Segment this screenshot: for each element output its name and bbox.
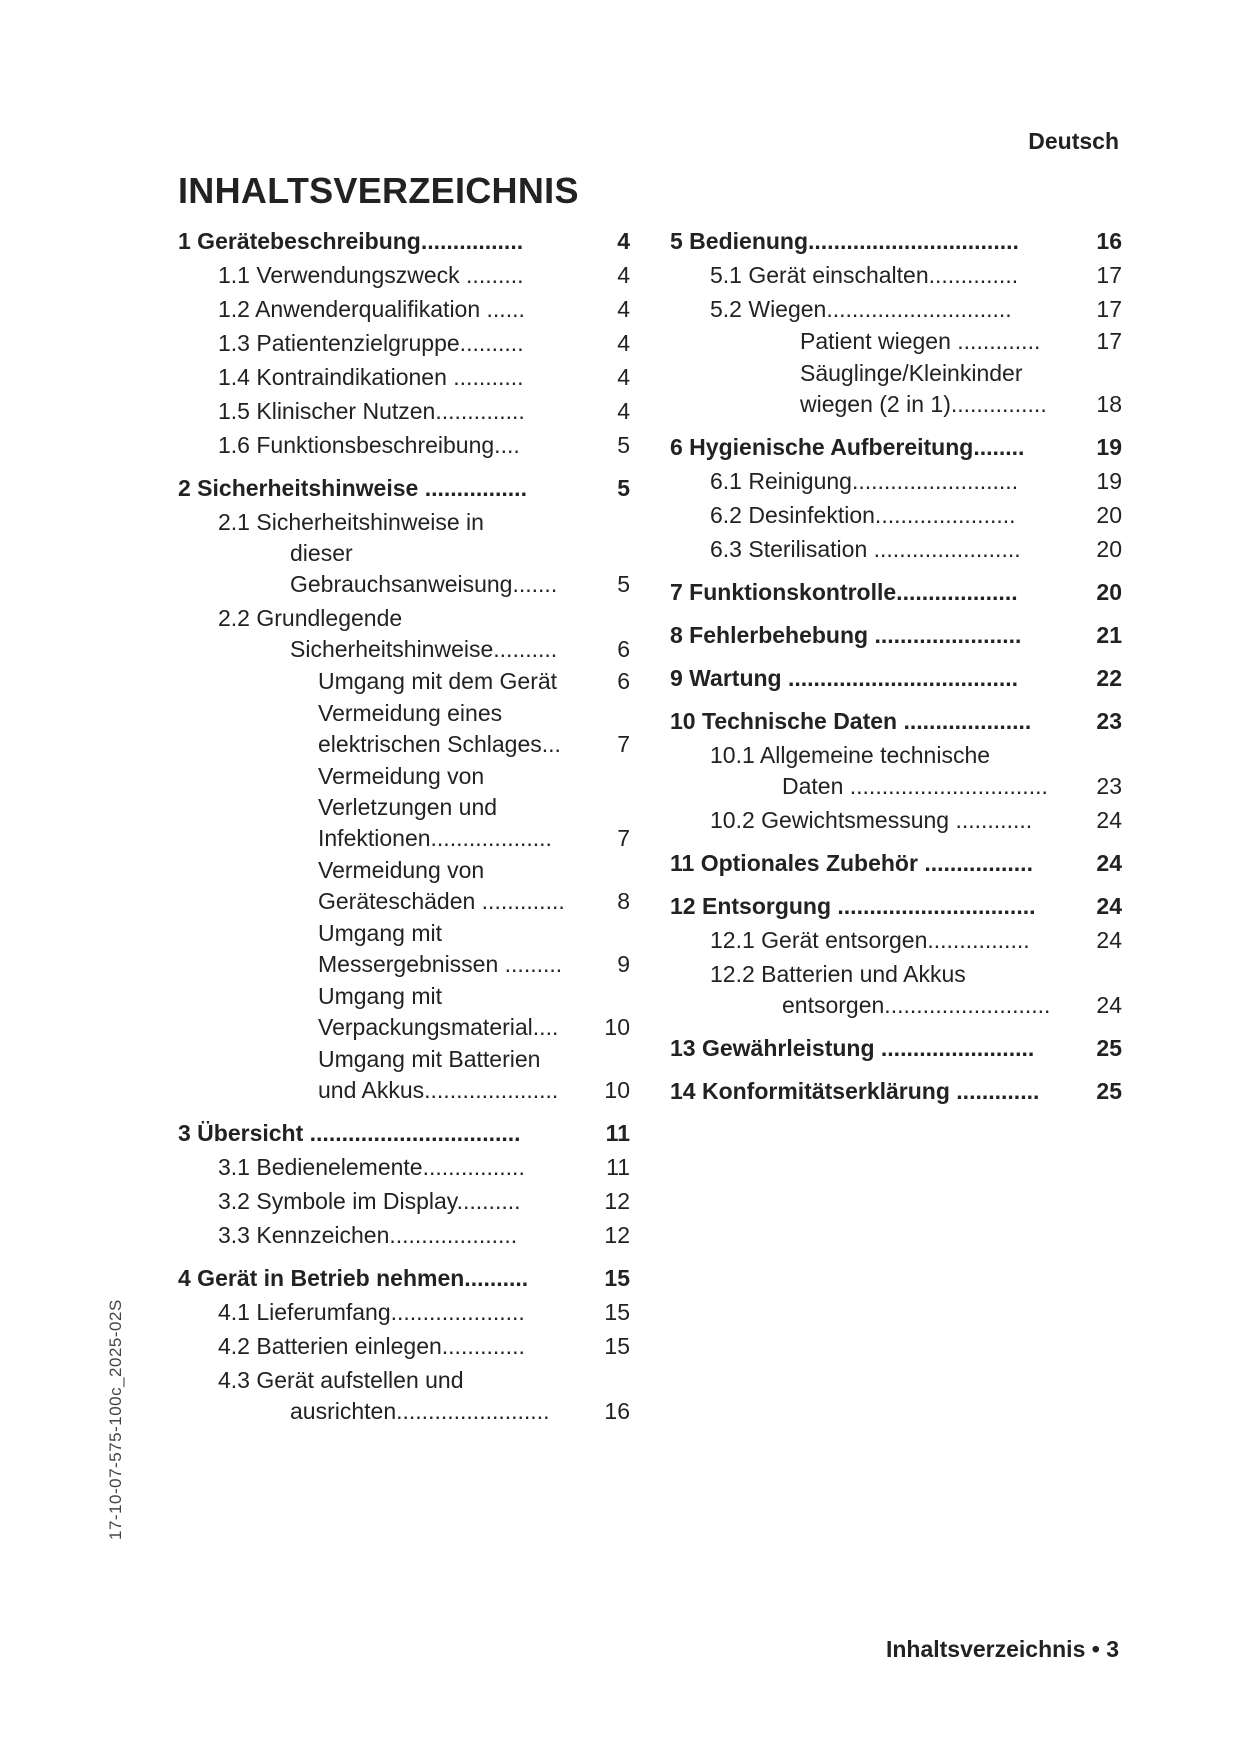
toc-entry[interactable] [670,663,1122,694]
toc-entry-page: 7 [617,825,630,851]
toc-entry-page: 21 [1096,622,1122,648]
toc-entry-title: 4.3 Gerät aufstellen und ausrichten........................ [218,1367,550,1424]
toc-entry-title: 9 Wartung .................................... [670,665,1019,691]
toc-entry-page: 15 [604,1333,630,1359]
toc-entry[interactable] [178,1297,630,1328]
toc-entry-page: 24 [1096,927,1122,953]
toc-entry-page: 17 [1096,296,1122,322]
toc-entry[interactable] [670,466,1122,497]
toc-entry-title: 1.2 Anwenderqualifikation ...... [218,296,525,322]
toc-entry[interactable] [670,577,1122,608]
toc-entry[interactable] [178,1044,630,1106]
toc-entry-page: 24 [1096,850,1122,876]
toc-entry[interactable] [670,432,1122,463]
toc-entry-page: 23 [1096,708,1122,734]
toc-entry-title: 1.4 Kontraindikationen ........... [218,364,524,390]
toc-entry-page: 4 [617,364,630,390]
toc-left-column [178,226,630,1427]
toc-entry[interactable] [670,959,1122,1021]
toc-entry-title: 1.3 Patientenzielgruppe.......... [218,330,524,356]
toc-entry-title: 3.3 Kennzeichen.................... [218,1222,518,1248]
toc-entry-page: 5 [617,432,630,458]
toc-entry[interactable] [178,473,630,504]
toc-entry-page: 20 [1096,536,1122,562]
toc-entry-title: 6.2 Desinfektion...................... [710,502,1016,528]
toc-entry-title: 1.1 Verwendungszweck ......... [218,262,524,288]
toc-entry[interactable] [178,1365,630,1427]
toc-entry-page: 4 [617,398,630,424]
toc-entry-page: 4 [617,262,630,288]
toc-entry-page: 11 [606,1154,630,1180]
toc-entry[interactable] [670,620,1122,651]
toc-entry-page: 15 [604,1265,630,1291]
toc-entry[interactable] [670,326,1122,357]
toc-entry-title: Umgang mit Batterien und Akkus..................... [318,1046,559,1103]
toc-entry-title: 6 Hygienische Aufbereitung........ [670,434,1025,460]
toc-entry[interactable] [178,603,630,665]
language-label: Deutsch [1028,128,1119,154]
toc-entry[interactable] [670,260,1122,291]
toc-entry-title: 3.1 Bedienelemente................ [218,1154,525,1180]
toc-entry-page: 24 [1096,807,1122,833]
toc-entry-title: 14 Konformitätserklärung ............. [670,1078,1040,1104]
toc-entry[interactable] [670,1033,1122,1064]
toc-entry[interactable] [670,805,1122,836]
toc-entry-page: 19 [1096,434,1122,460]
toc-entry-page: 8 [617,888,630,914]
toc-entry-title: Umgang mit dem Gerät [318,668,558,694]
toc-entry[interactable] [670,740,1122,802]
toc-entry-page: 4 [617,330,630,356]
toc-entry-title: 7 Funktionskontrolle................... [670,579,1018,605]
toc-entry-page: 5 [617,475,630,501]
toc-entry-title: 2 Sicherheitshinweise ................ [178,475,527,501]
toc-entry-title: Säuglinge/Kleinkinder wiegen (2 in 1)............... [800,360,1047,417]
toc-entry-page: 23 [1096,773,1122,799]
toc-entry-title: Patient wiegen ............. [800,328,1041,354]
toc-entry-title: 10.1 Allgemeine technische Daten ............................... [710,742,1048,799]
toc-right-column [670,226,1122,1107]
toc-entry[interactable] [178,260,630,291]
toc-entry-page: 15 [604,1299,630,1325]
page-title: INHALTSVERZEICHNIS [178,170,579,211]
toc-entry[interactable] [178,1331,630,1362]
toc-entry-title: 1.5 Klinischer Nutzen.............. [218,398,525,424]
toc-entry[interactable] [178,226,630,257]
toc-entry-title: 1.6 Funktionsbeschreibung.... [218,432,520,458]
toc-entry-title: 5.1 Gerät einschalten.............. [710,262,1019,288]
toc-entry-page: 12 [604,1188,630,1214]
toc-entry-page: 20 [1096,502,1122,528]
toc-entry-page: 11 [605,1120,630,1146]
toc-entry-title: 5.2 Wiegen............................. [710,296,1012,322]
toc-entry-title: 6.3 Sterilisation ....................... [710,536,1021,562]
toc-entry-page: 4 [617,228,630,254]
toc-entry-title: 11 Optionales Zubehör ................. [670,850,1033,876]
toc-entry-title: 12.1 Gerät entsorgen................ [710,927,1030,953]
toc-entry[interactable] [178,1263,630,1294]
toc-entry-page: 25 [1096,1035,1122,1061]
toc-entry[interactable] [178,698,630,760]
toc-entry-title: 8 Fehlerbehebung ....................... [670,622,1022,648]
toc-entry[interactable] [178,294,630,325]
toc-entry[interactable] [178,666,630,697]
toc-entry-page: 9 [617,951,630,977]
toc-entry-title: 4 Gerät in Betrieb nehmen.......... [178,1265,529,1291]
toc-entry-page: 25 [1096,1078,1122,1104]
toc-entry-title: 6.1 Reinigung.......................... [710,468,1019,494]
toc-entry-page: 17 [1096,328,1122,354]
toc-entry-page: 16 [1096,228,1122,254]
toc-entry-page: 17 [1096,262,1122,288]
toc-entry-page: 10 [604,1077,630,1103]
toc-entry-title: 12 Entsorgung ............................... [670,893,1036,919]
toc-entry[interactable] [670,294,1122,325]
toc-entry[interactable] [178,1220,630,1251]
toc-entry-page: 16 [604,1398,630,1424]
toc-entry[interactable] [178,918,630,980]
toc-entry-title: Vermeidung von Geräteschäden ............. [318,857,565,914]
toc-entry-title: 5 Bedienung................................. [670,228,1019,254]
toc-entry[interactable] [670,358,1122,420]
toc-entry[interactable] [670,925,1122,956]
toc-entry-page: 6 [617,636,630,662]
toc-entry-title: 10.2 Gewichtsmessung ............ [710,807,1033,833]
toc-entry-title: 3 Übersicht ................................. [178,1120,521,1146]
toc-entry-title: 10 Technische Daten .................... [670,708,1032,734]
toc-entry[interactable] [178,430,630,461]
toc-entry-page: 20 [1096,579,1122,605]
toc-entry[interactable] [178,855,630,917]
toc-entry-page: 7 [617,731,630,757]
document-code: 17-10-07-575-100c_2025-02S [106,1299,125,1540]
toc-entry-title: 1 Gerätebeschreibung................ [178,228,524,254]
toc-entry-title: 4.1 Lieferumfang..................... [218,1299,525,1325]
toc-entry-title: Vermeidung eines elektrischen Schlages... [318,700,561,757]
toc-entry[interactable] [670,848,1122,879]
toc-entry[interactable] [178,1118,630,1149]
toc-entry-page: 19 [1096,468,1122,494]
toc-entry-title: 3.2 Symbole im Display.......... [218,1188,521,1214]
toc-entry[interactable] [178,981,630,1043]
toc-entry-page: 4 [617,296,630,322]
toc-entry-page: 10 [604,1014,630,1040]
toc-entry-page: 24 [1096,992,1122,1018]
toc-entry[interactable] [670,1076,1122,1107]
toc-entry-page: 12 [604,1222,630,1248]
toc-entry[interactable] [670,706,1122,737]
toc-entry-title: 12.2 Batterien und Akkus entsorgen.......................... [710,961,1051,1018]
toc-entry-page: 22 [1096,665,1122,691]
toc-entry[interactable] [178,328,630,359]
toc-entry-page: 18 [1096,391,1122,417]
toc-entry[interactable] [178,1186,630,1217]
toc-entry-title: Vermeidung von Verletzungen und Infektionen................... [318,763,552,851]
toc-entry[interactable] [178,507,630,600]
page-footer: Inhaltsverzeichnis • 3 [885,1636,1119,1662]
toc-entry[interactable] [670,534,1122,565]
toc-entry[interactable] [178,362,630,393]
toc-entry-title: 13 Gewährleistung ........................ [670,1035,1035,1061]
toc-entry-page: 24 [1096,893,1122,919]
toc-entry[interactable] [670,500,1122,531]
toc-entry-title: Umgang mit Messergebnissen ......... [318,920,563,977]
toc-entry[interactable] [178,761,630,854]
toc-entry[interactable] [670,891,1122,922]
toc-entry-title: 2.1 Sicherheitshinweise in dieser Gebrauchsanweisung....... [218,509,558,597]
toc-entry[interactable] [178,1152,630,1183]
toc-entry-title: 2.2 Grundlegende Sicherheitshinweise.......... [218,605,558,662]
toc-entry-page: 6 [617,668,630,694]
toc-entry-title: Umgang mit Verpackungsmaterial.... [318,983,559,1040]
toc-entry-page: 5 [617,571,630,597]
toc-entry[interactable] [178,396,630,427]
toc-entry[interactable] [670,226,1122,257]
toc-entry-title: 4.2 Batterien einlegen............. [218,1333,525,1359]
